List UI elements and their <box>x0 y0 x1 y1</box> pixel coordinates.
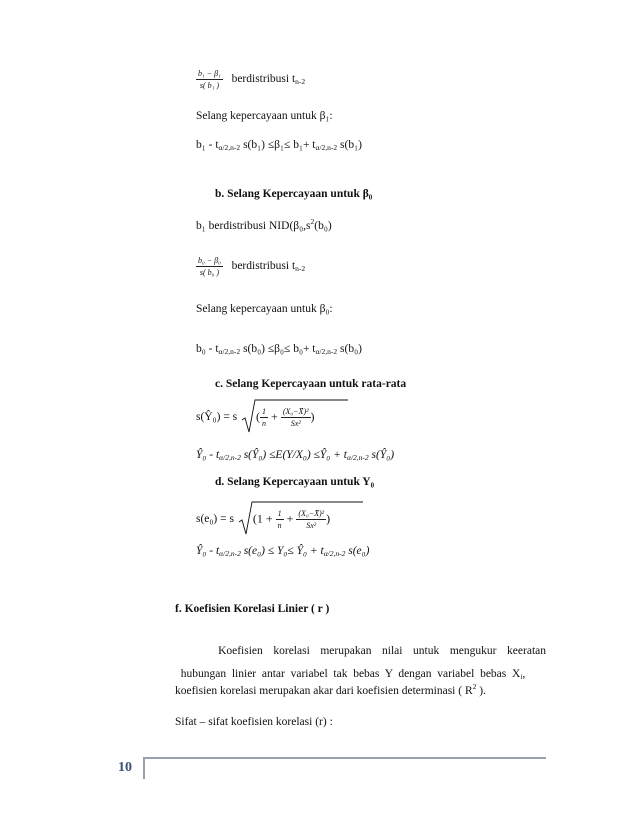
paragraph-line-2: hubungan linier antar variabel tak bebas Y dengan variabel bebas $X_i$, <box>180 668 526 681</box>
formula-std-mean: s(Ŷ₀) = s ( $\frac{1}{n}$ + $\frac{\text{(X₀−X̄)²}}{\text{Sx²}}$ ) <box>196 398 350 436</box>
sifat-line: Sifat – sifat koefisien korelasi (r) : <box>175 716 333 728</box>
formula-std-individual: s(e₀) = s (1 + $\frac{1}{n}$ + $\frac{\text{(X₀−X̄)²}}{\text{Sx²}}$ ) <box>196 500 365 538</box>
interval-label-beta1: Selang kepercayaan untuk β₁: <box>196 110 333 122</box>
interval-formula-beta0: $b_0 - t_{\alpha/2,n-2}$ $s(b_0) \le\beta_0\le b_0+ t_{\alpha/2,n-2}$ s(b₀) <box>196 343 362 356</box>
interval-formula-beta1: $b_1 - t_{\alpha/2,n-2}$ $s(b_1) \le\beta_1\le b_1+ t_{\alpha/2,n-2}$ s(b₁) <box>196 139 362 152</box>
interval-formula-mean: Ŷ₀ - $t_{\alpha/2,n-2}$ s(Ŷ₀) ≤E(Y/X₀) ≤Ŷ₀ + $t_{\alpha/2,n-2}$ s(Ŷ₀) <box>196 449 395 462</box>
paragraph-line-1: Koefisien korelasi merupakan nilai untuk mengukur keeratan <box>218 645 547 657</box>
page-number: 10 <box>118 760 132 775</box>
heading-c: c. Selang Kepercayaan untuk rata-rata <box>215 378 407 390</box>
distribution-b1: b₁ berdistribusi $NID(\beta_0,s^2(b_0)$ <box>196 217 332 232</box>
heading-b: b. Selang Kepercayaan untuk β₀ <box>215 188 373 200</box>
sqrt-symbol: (1 + $\frac{1}{n}$ + $\frac{\text{(X₀−X̄)²}}{\text{Sx²}}$ ) <box>237 500 365 538</box>
sqrt-symbol: ( $\frac{1}{n}$ + $\frac{\text{(X₀−X̄)²}}{\text{Sx²}}$ ) <box>240 398 350 436</box>
interval-formula-individual: Ŷ₀ - $t_{\alpha/2,n-2}$ s(e₀) ≤ Y₀≤ Ŷ₀ + $t_{\alpha/2,n-2}$ s(e₀) <box>196 545 370 558</box>
formula-standardized-b1: $\frac{\text{b₁ − β₁}}{\text{s( b₁ )}}$ berdistribusi $t_{n-2}$ <box>198 69 306 90</box>
footer-divider <box>143 757 145 779</box>
interval-label-beta0: Selang kepercayaan untuk β₀: <box>196 303 333 315</box>
heading-d: d. Selang Kepercayaan untuk Y₀ <box>215 476 375 488</box>
paragraph-line-3: koefisien korelasi merupakan akar dari koefisien determinasi ( $R^2$ ). <box>175 682 486 697</box>
formula-standardized-b0: $\frac{\text{b₀ − β₀}}{\text{s( b₀ )}}$ berdistribusi $t_{n-2}$ <box>198 256 306 277</box>
footer-rule <box>145 757 546 759</box>
section-f-heading: f. Koefisien Korelasi Linier ( r ) <box>175 603 330 615</box>
